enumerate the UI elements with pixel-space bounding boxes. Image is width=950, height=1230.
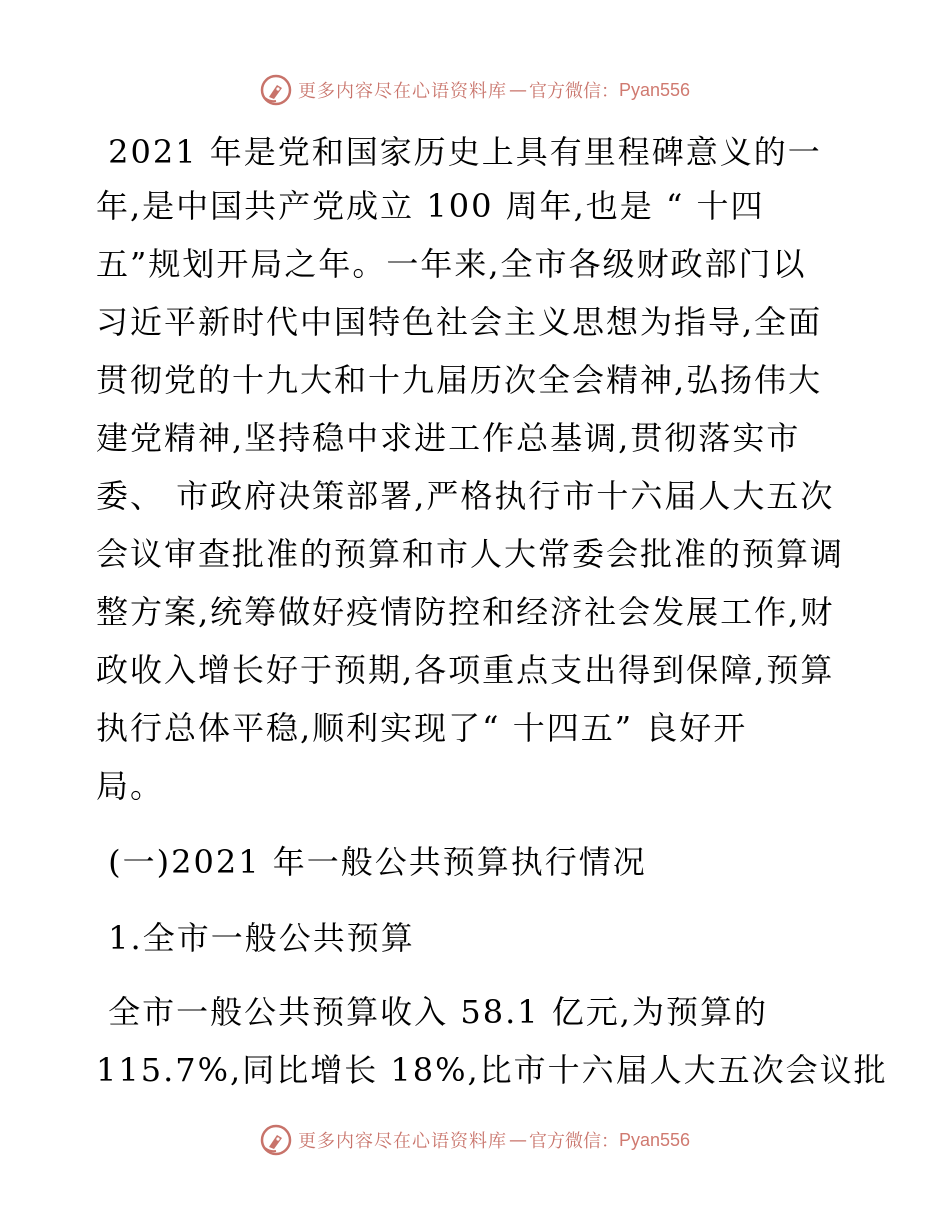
document-line: 执行总体平稳,顺利实现了“ 十四五” 良好开 [96, 709, 748, 747]
document-line: 五”规划开局之年。一年来,全市各级财政部门以 [96, 245, 807, 283]
watermark-wechat-label: 官方微信： [528, 1131, 619, 1152]
document-line: 全市一般公共预算收入 58.1 亿元,为预算的 [96, 993, 768, 1031]
watermark-dash: — [508, 1129, 527, 1151]
document-line: 建党精神,坚持稳中求进工作总基调,贯彻落实市 [96, 419, 801, 457]
subsection-heading: 1.全市一般公共预算 [96, 919, 415, 957]
watermark-text: 更多内容尽在心语资料库 [297, 81, 507, 102]
watermark-wechat-label: 官方微信： [528, 81, 619, 102]
document-line: 115.7%,同比增长 18%,比市十六届人大五次会议批 [96, 1051, 888, 1089]
fountain-pen-nib-icon [260, 74, 292, 106]
watermark-wechat-id: Pyan556 [618, 1129, 691, 1150]
watermark-wechat-id: Pyan556 [618, 79, 691, 100]
document-line: 习近平新时代中国特色社会主义思想为指导,全面 [96, 303, 823, 341]
document-line: 2021 年是党和国家历史上具有里程碑意义的一 [96, 133, 822, 171]
section-heading: (一)2021 年一般公共预算执行情况 [96, 843, 647, 881]
watermark-banner-bottom [0, 1120, 950, 1160]
watermark-text: 更多内容尽在心语资料库 [297, 1131, 507, 1152]
document-line: 贯彻党的十九大和十九届历次全会精神,弘扬伟大 [96, 361, 823, 399]
document-line: 整方案,统筹做好疫情防控和经济社会发展工作,财 [96, 593, 835, 631]
document-line: 会议审查批准的预算和市人大常委会批准的预算调 [96, 535, 845, 573]
document-line: 政收入增长好于预期,各项重点支出得到保障,预算 [96, 651, 835, 689]
document-line: 局。 [96, 767, 165, 805]
document-line: 年,是中国共产党成立 100 周年,也是 “ 十四 [96, 187, 765, 225]
document-line: 委、 市政府决策部署,严格执行市十六届人大五次 [96, 477, 835, 515]
fountain-pen-nib-icon [260, 1124, 292, 1156]
watermark-dash: — [508, 79, 527, 101]
watermark-banner-top [0, 70, 950, 110]
